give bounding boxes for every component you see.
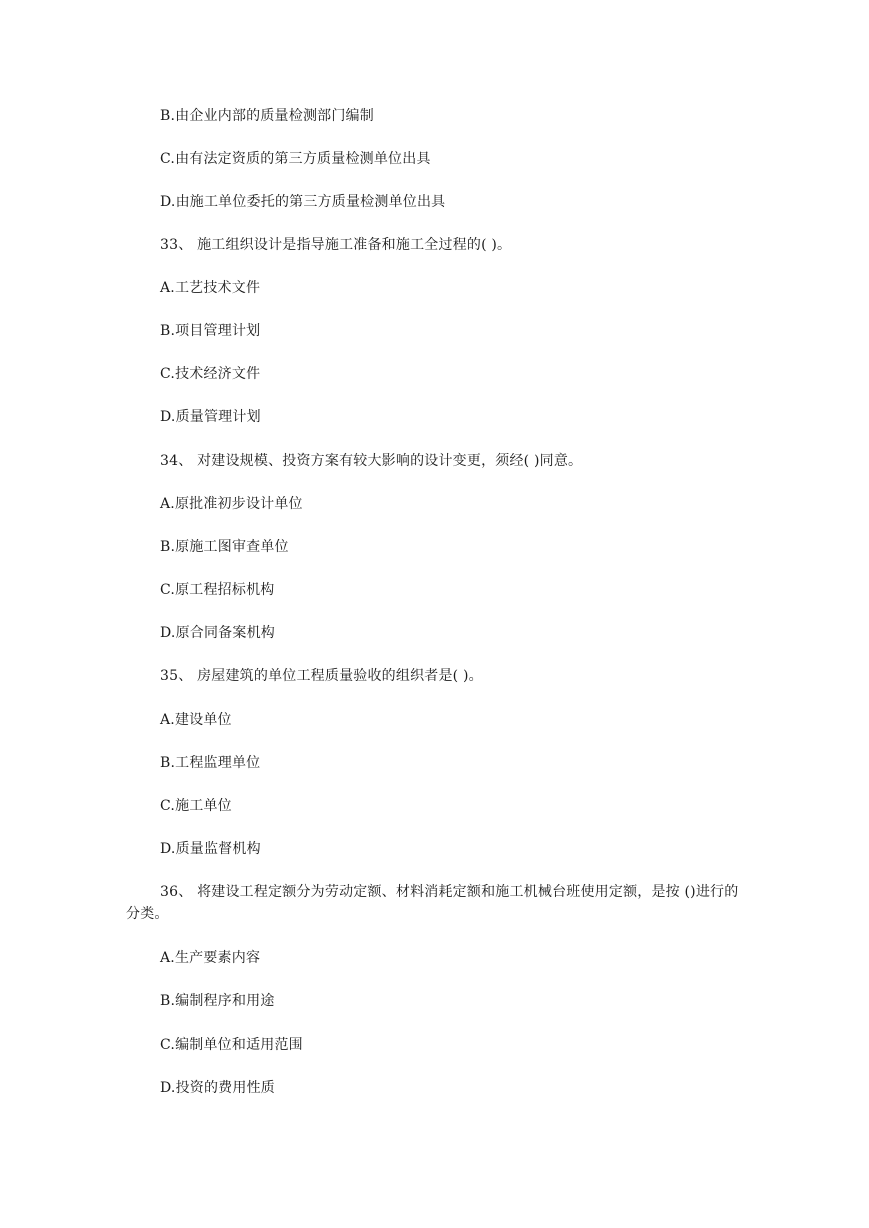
option-c-q35: C.施工单位 xyxy=(160,798,232,814)
option-d-q35: D.质量监督机构 xyxy=(160,841,261,857)
option-a-q35: A.建设单位 xyxy=(160,712,232,728)
option-d-q36: D.投资的费用性质 xyxy=(160,1080,275,1096)
option-c-q34: C.原工程招标机构 xyxy=(160,582,275,598)
option-b-q35: B.工程监理单位 xyxy=(160,755,261,771)
question-34: 34、 对建设规模、投资方案有较大影响的设计变更，须经( )同意。 xyxy=(160,453,583,469)
question-35: 35、 房屋建筑的单位工程质量验收的组织者是( )。 xyxy=(160,668,483,684)
option-a-q36: A.生产要素内容 xyxy=(160,950,261,966)
option-a-q34: A.原批准初步设计单位 xyxy=(160,496,303,512)
option-b-q33: B.项目管理计划 xyxy=(160,323,261,339)
question-36: 36、 将建设工程定额分为劳动定额、材料消耗定额和施工机械台班使用定额，是按 ()进行的分类。 xyxy=(126,884,739,922)
option-d-q34: D.原合同备案机构 xyxy=(160,625,275,641)
option-c-q33: C.技术经济文件 xyxy=(160,366,261,382)
option-c-q36: C.编制单位和适用范围 xyxy=(160,1037,303,1053)
option-d-q32: D.由施工单位委托的第三方质量检测单位出具 xyxy=(160,194,446,210)
option-b-q34: B.原施工图审查单位 xyxy=(160,539,289,555)
option-d-q33: D.质量管理计划 xyxy=(160,409,261,425)
question-33: 33、 施工组织设计是指导施工准备和施工全过程的( )。 xyxy=(160,237,512,253)
option-b-q36: B.编制程序和用途 xyxy=(160,993,275,1009)
option-c-q32: C.由有法定资质的第三方质量检测单位出具 xyxy=(160,151,431,167)
option-b-q32: B.由企业内部的质量检测部门编制 xyxy=(160,108,374,124)
option-a-q33: A.工艺技术文件 xyxy=(160,280,261,296)
